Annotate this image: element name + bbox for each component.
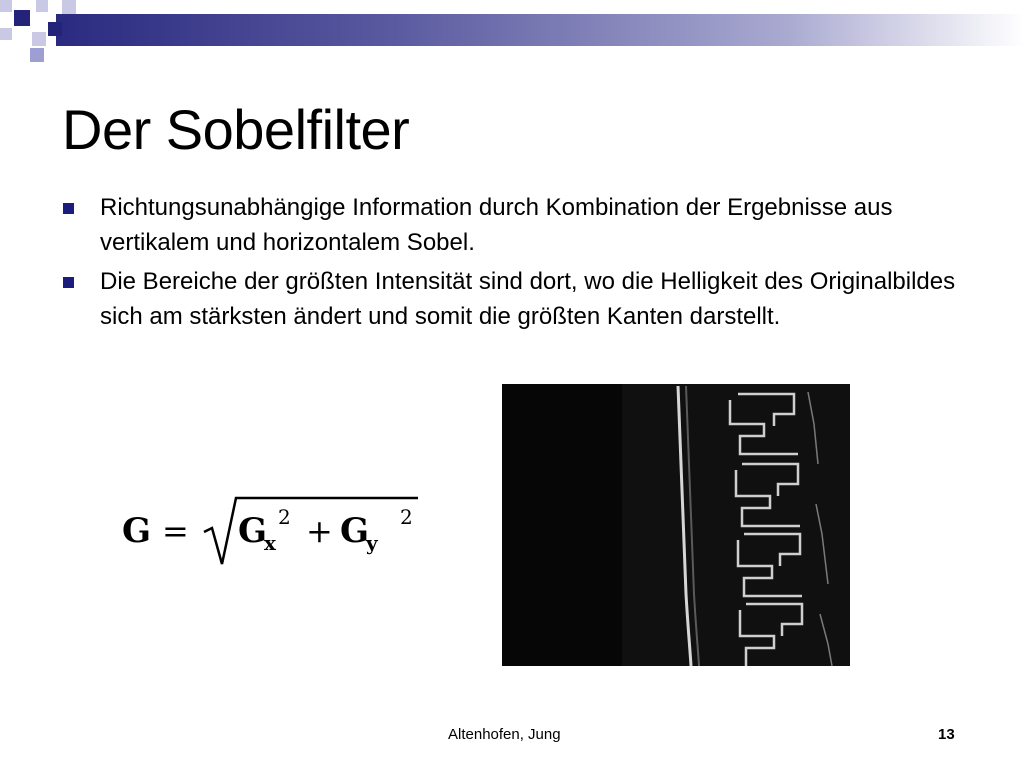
- bullet-square-icon: [63, 203, 74, 214]
- bullet-list: [60, 190, 960, 338]
- formula-gy: G: [340, 511, 370, 551]
- formula-gx: G: [238, 511, 268, 551]
- bullet-square-icon: [63, 277, 74, 288]
- formula-gx-sub: x: [264, 531, 276, 555]
- footer-author: Altenhofen, Jung: [448, 726, 561, 743]
- header-decoration-square: [30, 48, 44, 62]
- slide-title: Der Sobelfilter: [62, 98, 410, 161]
- formula-gy-power: 2: [400, 505, 413, 529]
- page-number: 13: [938, 726, 955, 743]
- header-band: [56, 14, 1024, 46]
- bullet-item: [60, 190, 960, 260]
- header-decoration-square: [62, 0, 76, 14]
- sobel-edge-image: [502, 384, 850, 666]
- header-decoration-square: [14, 10, 30, 26]
- bullet-text: Die Bereiche der größten Intensität sind dort, wo die Helligkeit des Originalbildes sich am stärksten ändert und somit die größten Kanten darstellt.: [100, 268, 956, 330]
- bullet-text: Richtungsunabhängige Information durch Kombination der Ergebnisse aus vertikalem und horizontalem Sobel.: [100, 194, 893, 256]
- formula-g: G: [122, 511, 152, 551]
- formula-plus: +: [306, 512, 333, 550]
- formula-gy-sub: y: [366, 531, 378, 555]
- header-decoration-square: [0, 0, 12, 12]
- header-decoration-square: [48, 22, 62, 36]
- formula-equals: =: [162, 512, 189, 550]
- header-decoration-square: [0, 28, 12, 40]
- formula-gx-power: 2: [278, 505, 291, 529]
- header-decoration-square: [32, 32, 46, 46]
- header-decoration-square: [36, 0, 48, 12]
- sobel-magnitude-formula: [118, 490, 418, 570]
- bullet-item: [60, 264, 960, 334]
